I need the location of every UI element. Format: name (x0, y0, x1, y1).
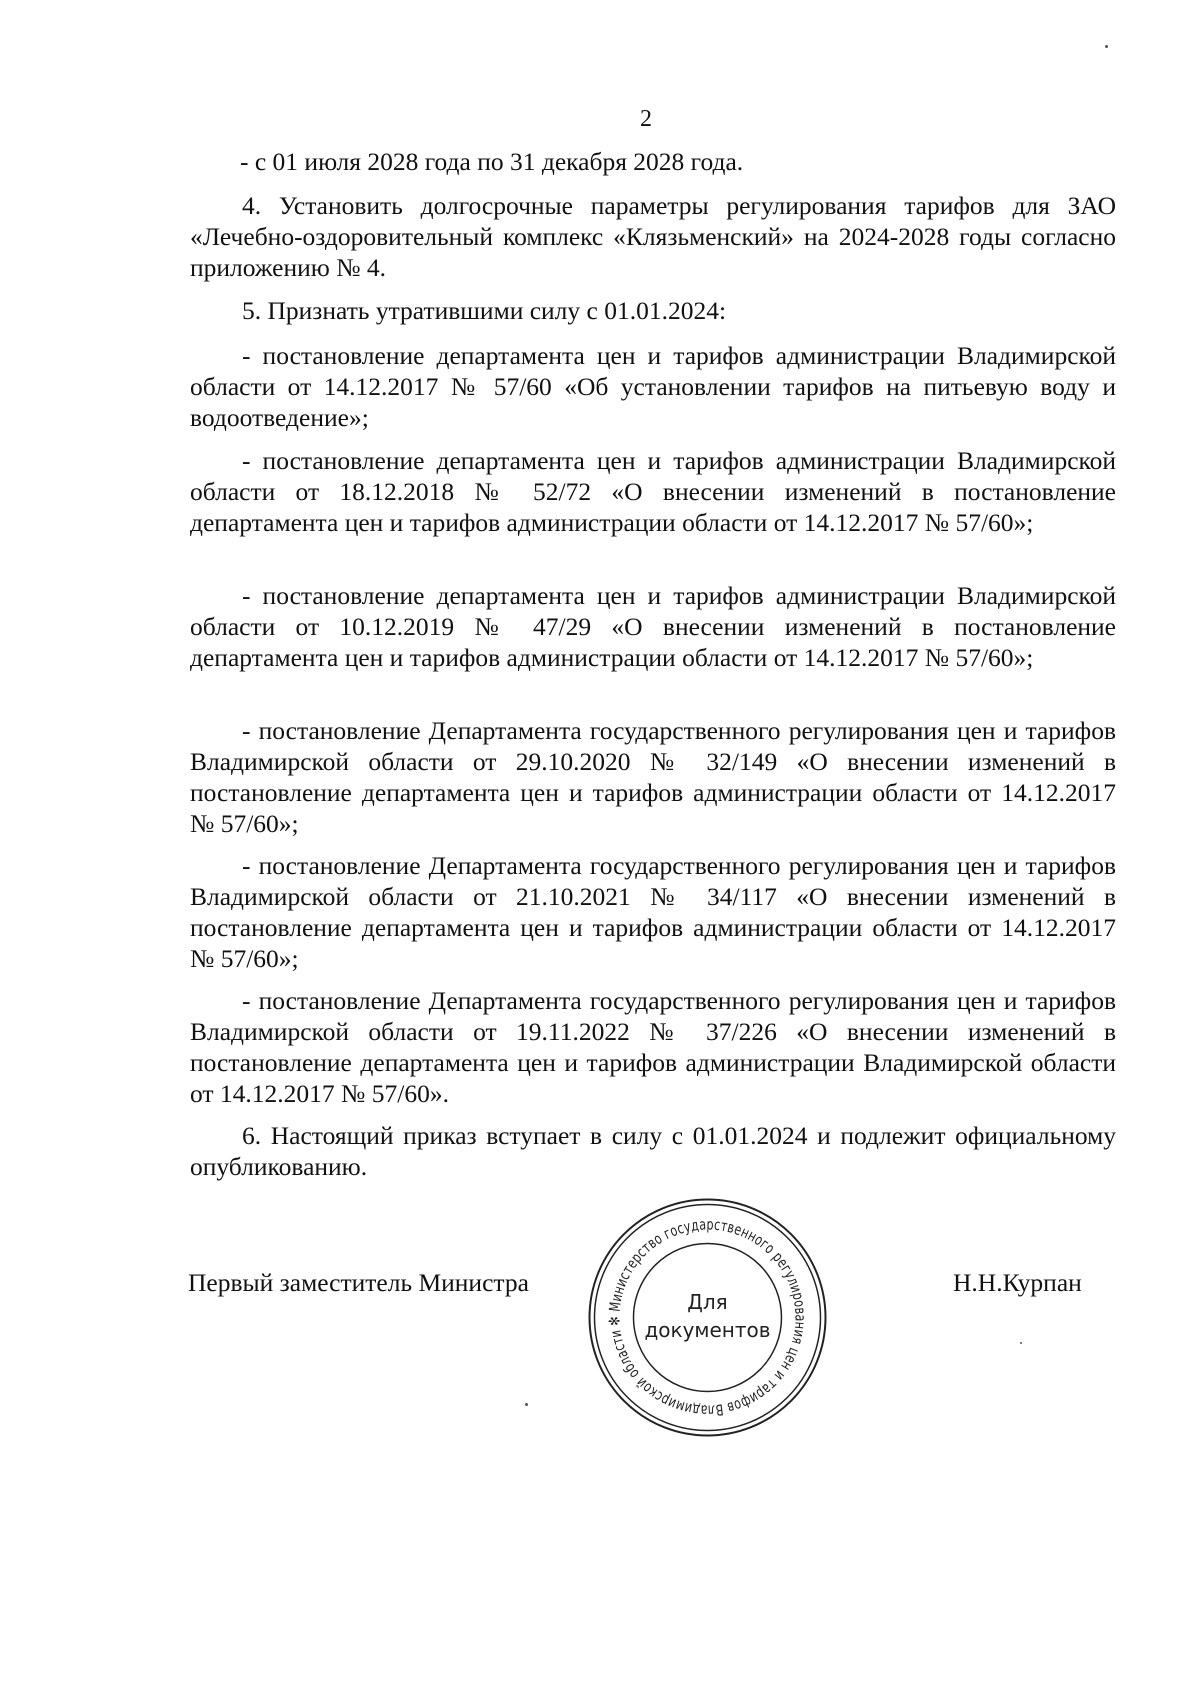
paragraph-item-5-c: - постановление департамента цен и тарифов администрации Владимирской области от 10.12.2019 № 47/29 «О внесении изменений в постановление департамента цен и тарифов администрации области от 14.12.2017 № 57/60»; (190, 581, 1116, 672)
signatory-position: Первый заместитель Министра (188, 1268, 529, 1297)
scan-speck (525, 1403, 528, 1406)
period-line: - с 01 июля 2028 года по 31 декабря 2028 года. (240, 147, 744, 176)
scan-speck (1020, 1342, 1022, 1344)
official-seal (585, 1195, 830, 1440)
seal-ring-text: Министерство государственного регулирования цен и тарифов Владимирской области ✻ (605, 1215, 810, 1420)
paragraph-item-5-a: - постановление департамента цен и тарифов администрации Владимирской области от 14.12.2017 № 57/60 «Об установлении тарифов на питьевую воду и водоотведение»; (190, 341, 1116, 432)
paragraph-item-5-f: - постановление Департамента государственного регулирования цен и тарифов Владимирской области от 19.11.2022 № 37/226 «О внесении изменений в постановление департамента цен и тарифов администрации Владимирской области от 14.12.2017 № 57/60». (190, 986, 1116, 1108)
seal-center-line-2: документов (644, 1318, 771, 1342)
paragraph-item-5-d: - постановление Департамента государственного регулирования цен и тарифов Владимирской области от 29.10.2020 № 32/149 «О внесении изменений в постановление департамента цен и тарифов администрации области от 14.12.2017 № 57/60»; (190, 716, 1116, 838)
signer-name: Н.Н.Курпан (953, 1268, 1082, 1297)
paragraph-item-6: 6. Настоящий приказ вступает в силу с 01.01.2024 и подлежит официальному опубликованию. (190, 1121, 1116, 1181)
paragraph-item-5-b: - постановление департамента цен и тарифов администрации Владимирской области от 18.12.2018 № 52/72 «О внесении изменений в постановление департамента цен и тарифов администрации области от 14.12.2017 № 57/60»; (190, 446, 1116, 537)
paragraph-item-5-e: - постановление Департамента государственного регулирования цен и тарифов Владимирской области от 21.10.2021 № 34/117 «О внесении изменений в постановление департамента цен и тарифов администрации области от 14.12.2017 № 57/60»; (190, 851, 1116, 973)
seal-center-line-1: Для (687, 1290, 728, 1314)
page-number: 2 (640, 106, 652, 132)
seal-graphic (585, 1195, 830, 1440)
paragraph-item-5: 5. Признать утратившими силу с 01.01.2024: (242, 296, 727, 325)
paragraph-item-4: 4. Установить долгосрочные параметры регулирования тарифов для ЗАО «Лечебно-оздоровительный комплекс «Клязьменский» на 2024-2028 годы согласно приложению № 4. (190, 191, 1116, 282)
scan-speck (1105, 45, 1108, 48)
